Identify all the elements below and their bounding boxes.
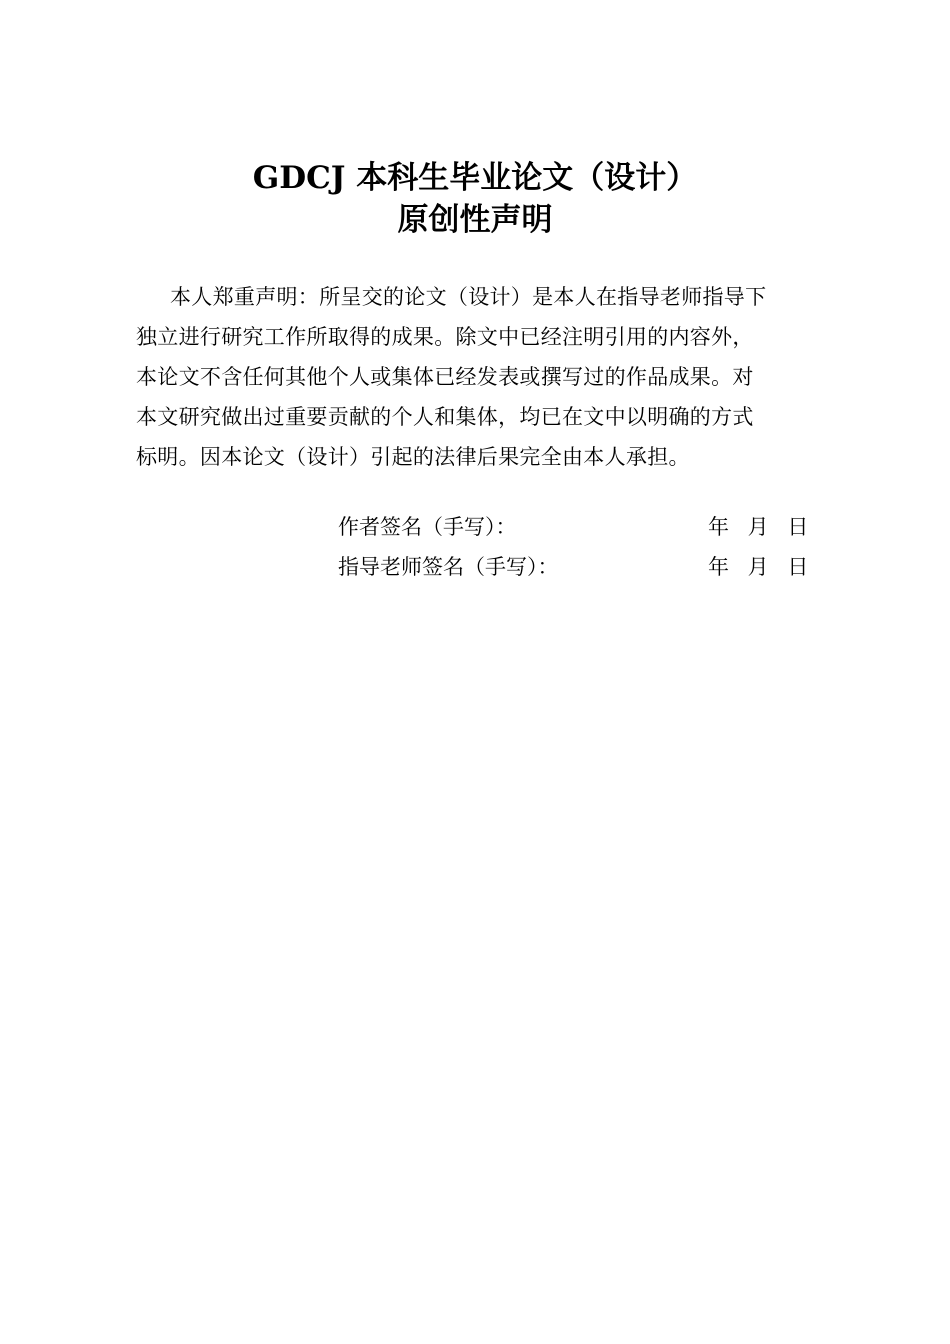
document-subtitle: 原创性声明 — [397, 202, 553, 238]
declaration-line: 独立进行研究工作所取得的成果。除文中已经注明引用的内容外， — [136, 325, 754, 349]
author-signature-row — [338, 507, 808, 547]
author-signature-label: 作者签名（手写）： — [338, 515, 517, 539]
author-signature-date: 年 月 日 — [708, 515, 809, 539]
declaration-paragraph — [136, 277, 850, 477]
advisor-signature-row — [338, 547, 808, 587]
document-title: GDCJ 本科生毕业论文（设计） — [252, 160, 698, 196]
declaration-line: 本论文不含任何其他个人或集体已经发表或撰写过的作品成果。对 — [136, 365, 754, 389]
declaration-line: 本文研究做出过重要贡献的个人和集体，均已在文中以明确的方式 — [136, 405, 754, 429]
advisor-signature-date: 年 月 日 — [708, 555, 809, 579]
advisor-signature-label: 指导老师签名（手写）： — [338, 555, 559, 579]
declaration-line: 标明。因本论文（设计）引起的法律后果完全由本人承担。 — [136, 445, 690, 469]
declaration-line: 本人郑重声明：所呈交的论文（设计）是本人在指导老师指导下 — [170, 285, 767, 309]
